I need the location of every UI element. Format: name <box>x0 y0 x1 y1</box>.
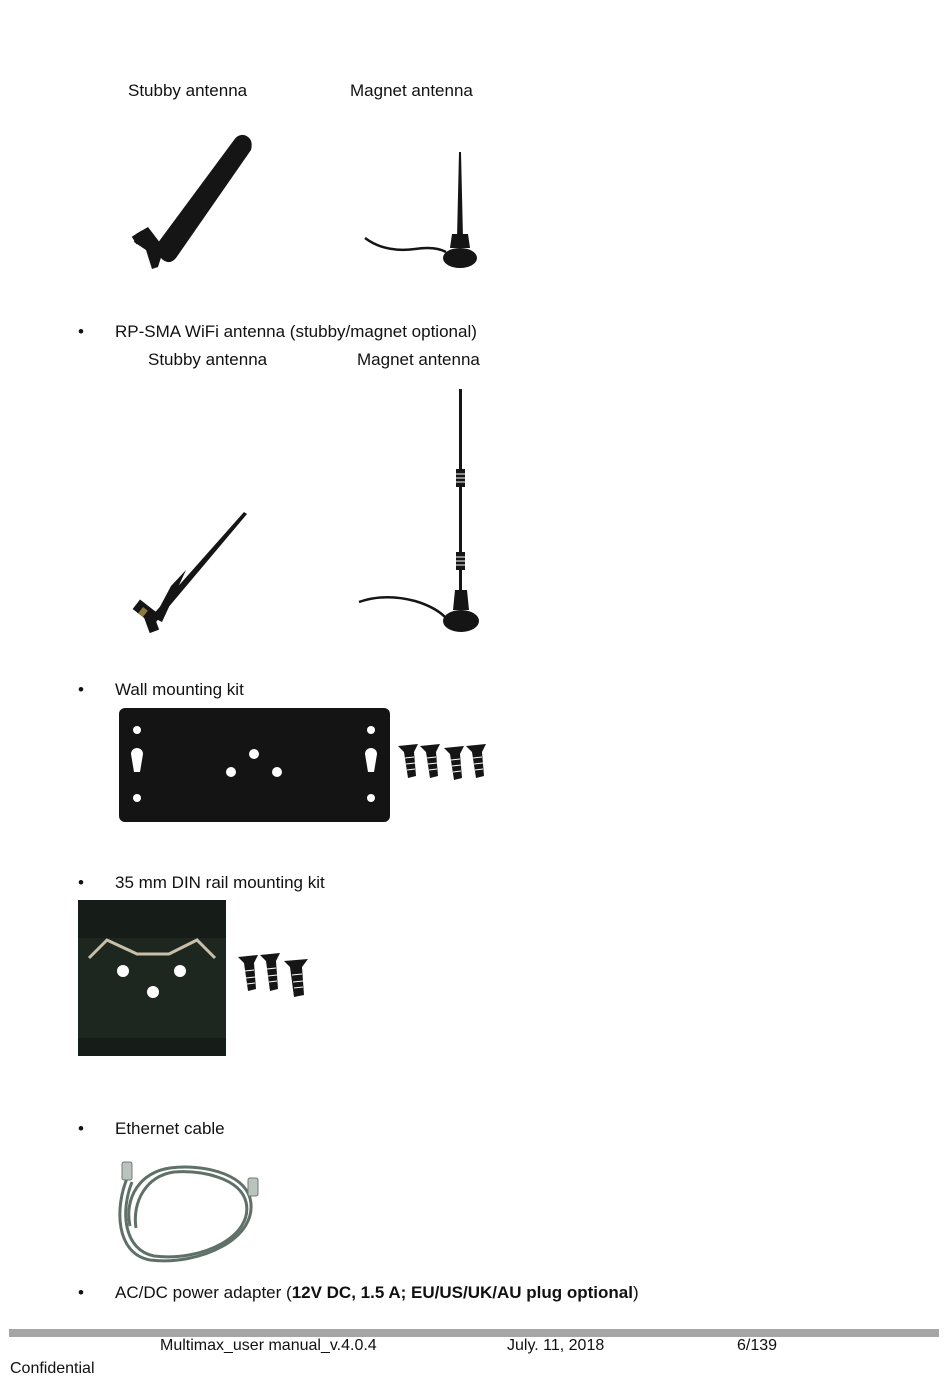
ethernet-cable-image <box>110 1158 270 1268</box>
footer-page-number: 6/139 <box>737 1337 778 1354</box>
wifi-magnet-antenna-label: Magnet antenna <box>357 350 480 369</box>
power-adapter-prefix: AC/DC power adapter ( <box>115 1283 292 1302</box>
din-rail-bracket-image <box>77 898 229 1058</box>
power-adapter-bullet <box>115 1283 639 1303</box>
wifi-stubby-antenna-label: Stubby antenna <box>148 350 268 369</box>
stubby-antenna-image <box>128 130 263 275</box>
wifi-antenna-bullet: RP-SMA WiFi antenna (stubby/magnet optional) <box>115 322 477 341</box>
din-rail-screws-image <box>236 951 312 999</box>
ethernet-cable-bullet: Ethernet cable <box>115 1119 225 1138</box>
power-adapter-suffix: ) <box>632 1283 639 1302</box>
din-rail-kit-bullet: 35 mm DIN rail mounting kit <box>115 873 325 892</box>
footer-date: July. 11, 2018 <box>507 1337 605 1354</box>
power-adapter-spec: 12V DC, 1.5 A; EU/US/UK/AU plug optional <box>291 1283 633 1302</box>
wall-mounting-plate-image <box>117 706 392 824</box>
wifi-magnet-antenna-image <box>355 385 490 637</box>
bullet-marker: • <box>78 680 84 699</box>
wall-mount-screws-image <box>396 740 492 782</box>
footer-confidential: Confidential <box>10 1360 95 1377</box>
magnet-antenna-label: Magnet antenna <box>350 81 473 100</box>
bullet-marker: • <box>78 1283 84 1302</box>
stubby-antenna-label: Stubby antenna <box>128 81 248 100</box>
wall-mounting-kit-bullet: Wall mounting kit <box>115 680 244 699</box>
footer-divider <box>9 1329 939 1337</box>
bullet-marker: • <box>78 1119 84 1138</box>
magnet-antenna-image <box>360 148 485 273</box>
wifi-stubby-antenna-image <box>126 508 251 638</box>
bullet-marker: • <box>78 873 84 892</box>
footer-document-name: Multimax_user manual_v.4.0.4 <box>160 1337 377 1354</box>
bullet-marker: • <box>78 322 84 341</box>
